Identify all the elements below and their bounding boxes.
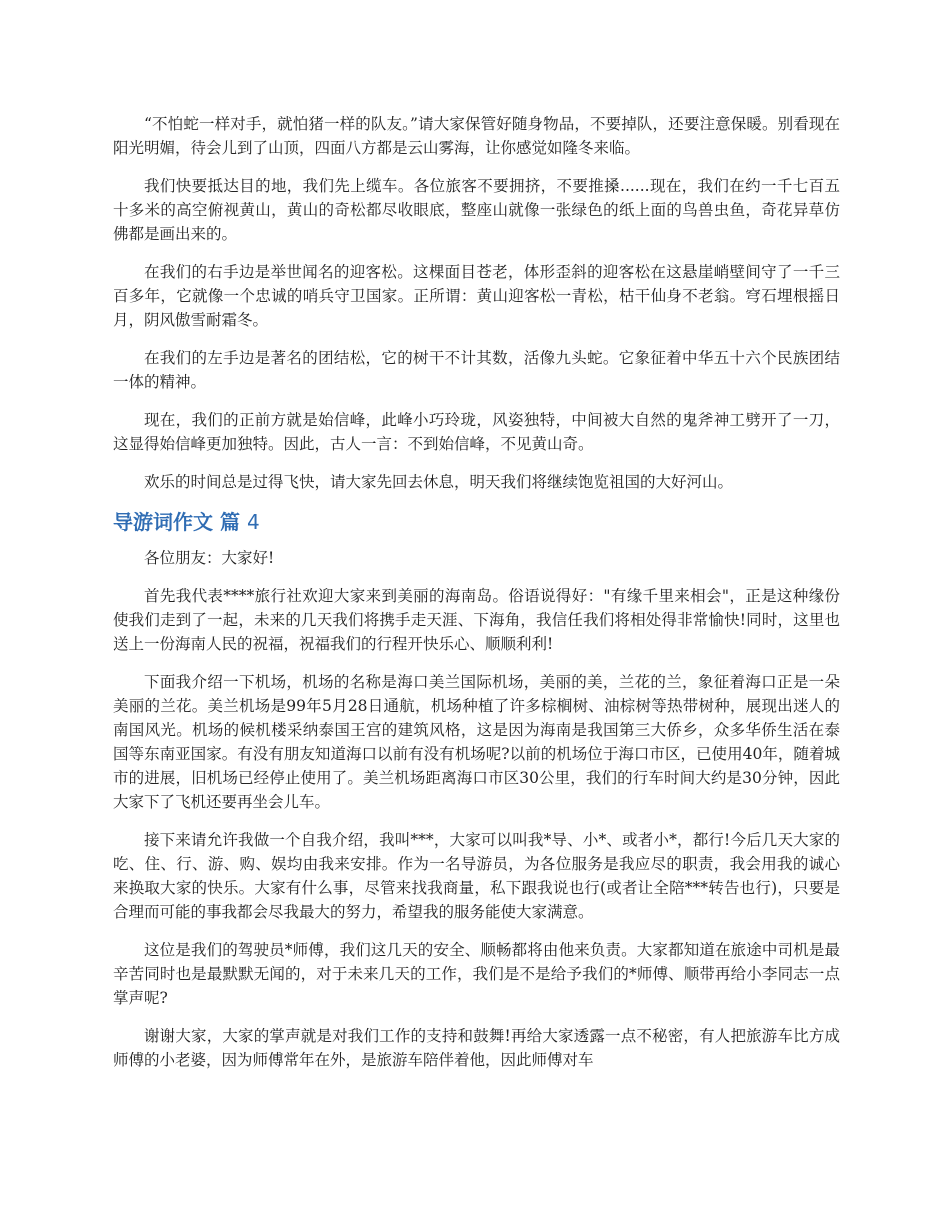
document-page xyxy=(113,112,840,1086)
section-heading-text: 导游词作文 篇 xyxy=(113,510,240,534)
section-heading-number: 4 xyxy=(246,510,260,534)
paragraph: 这位是我们的驾驶员*师傅，我们这几天的安全、顺畅都将由他来负责。大家都知道在旅途中司机是最辛苦同时也是最默默无闻的，对于未来几天的工作，我们是不是给予我们的*师傅、顺带再给小李同志一点掌声呢? xyxy=(113,941,840,1007)
paragraph: 首先我代表****旅行社欢迎大家来到美丽的海南岛。俗语说得好："有缘千里来相会"，正是这种缘份使我们走到了一起，未来的几天我们将携手走天涯、下海角，我信任我们将相处得非常愉快!同时，这里也送上一份海南人民的祝福，祝福我们的行程开快乐心、顺顺利利! xyxy=(113,587,840,653)
paragraph: “不怕蛇一样对手，就怕猪一样的队友。”请大家保管好随身物品，不要掉队，还要注意保暖。别看现在阳光明媚，待会儿到了山顶，四面八方都是云山雾海，让你感觉如隆冬来临。 xyxy=(113,115,840,157)
paragraph: 现在，我们的正前方就是始信峰，此峰小巧玲珑，风姿独特，中间被大自然的鬼斧神工劈开了一刀，这显得始信峰更加独特。因此，古人一言：不到始信峰，不见黄山奇。 xyxy=(113,411,840,453)
section-heading xyxy=(113,508,840,536)
paragraph: 在我们的左手边是著名的团结松，它的树干不计其数，活像九头蛇。它象征着中华五十六个民族团结一体的精神。 xyxy=(113,349,840,391)
paragraph: 谢谢大家，大家的掌声就是对我们工作的支持和鼓舞!再给大家透露一点不秘密，有人把旅游车比方成师傅的小老婆，因为师傅常年在外，是旅游车陪伴着他，因此师傅对车 xyxy=(113,1027,840,1069)
paragraph: 欢乐的时间总是过得飞快，请大家先回去休息，明天我们将继续饱览祖国的大好河山。 xyxy=(144,473,734,491)
paragraph: 接下来请允许我做一个自我介绍，我叫***，大家可以叫我*导、小*、或者小*，都行!今后几天大家的吃、住、行、游、购、娱均由我来安排。作为一名导游员，为各位服务是我应尽的职责，我会用我的诚心来换取大家的快乐。大家有什么事，尽管来找我商量，私下跟我说也行(或者让全陪***转告也行)，只要是合理而可能的事我都会尽我最大的努力，希望我的服务能使大家满意。 xyxy=(113,831,840,921)
paragraph: 各位朋友：大家好! xyxy=(144,549,275,567)
paragraph: 下面我介绍一下机场，机场的名称是海口美兰国际机场，美丽的美，兰花的兰，象征着海口正是一朵美丽的兰花。美兰机场是99年5月28日通航，机场种植了许多棕榈树、油棕树等热带树种，展现出迷人的南国风光。机场的候机楼采纳泰国王宫的建筑风格，这是因为海南是我国第三大侨乡，众多华侨生活在泰国等东南亚国家。有没有朋友知道海口以前有没有机场呢?以前的机场位于海口市区，已使用40年，随着城市的进展，旧机场已经停止使用了。美兰机场距离海口市区30公里，我们的行车时间大约是30分钟，因此大家下了飞机还要再坐会儿车。 xyxy=(113,673,840,811)
paragraph: 我们快要抵达目的地，我们先上缆车。各位旅客不要拥挤，不要推搡......现在，我们在约一千七百五十多米的高空俯视黄山，黄山的奇松都尽收眼底，整座山就像一张绿色的纸上面的鸟兽虫鱼，奇花异草仿佛都是画出来的。 xyxy=(113,177,840,243)
paragraph: 在我们的右手边是举世闻名的迎客松。这棵面目苍老，体形歪斜的迎客松在这悬崖峭壁间守了一千三百多年，它就像一个忠诚的哨兵守卫国家。正所谓：黄山迎客松一青松，枯干仙身不老翁。穹石埋根摇日月，阴风傲雪耐霜冬。 xyxy=(113,263,840,329)
